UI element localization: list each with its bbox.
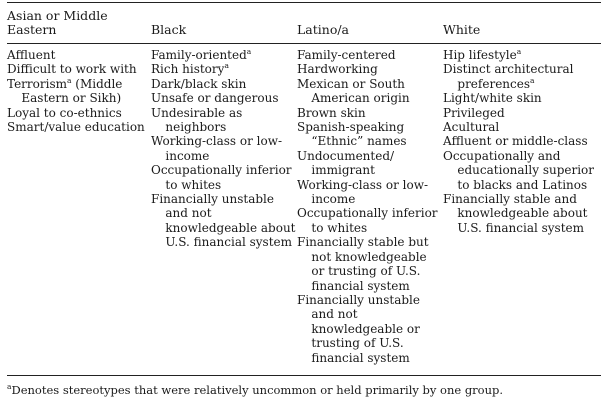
- stereotype-item: [443, 149, 601, 192]
- header-white: White: [443, 22, 481, 37]
- stereotype-text: Occupationally inferior to whites: [297, 206, 438, 235]
- stereotype-text: Occupationally inferior to whites: [151, 163, 292, 192]
- stereotype-item: [443, 106, 601, 120]
- stereotype-text: Acultural: [443, 120, 500, 135]
- stereotype-item: [151, 163, 297, 192]
- stereotype-text: Dark/black skin: [151, 76, 247, 91]
- stereotype-item: [297, 120, 443, 149]
- stereotype-item: [7, 62, 151, 76]
- stereotype-text: Financially unstable and not knowledgeable or trusting of U.S. financial system: [297, 292, 420, 365]
- stereotype-text: Terrorism: [7, 76, 67, 91]
- stereotype-item: [7, 106, 151, 120]
- footnote-marker: a: [516, 47, 522, 56]
- stereotype-item: [151, 77, 297, 91]
- stereotype-item: [297, 106, 443, 120]
- stereotype-table: [7, 0, 601, 397]
- stereotype-text: Light/white skin: [443, 91, 542, 106]
- stereotype-item: [7, 77, 151, 106]
- stereotype-item: [151, 62, 297, 76]
- stereotype-text: Unsafe or dangerous: [151, 91, 279, 106]
- stereotype-item: [443, 192, 601, 235]
- stereotype-item: [443, 91, 601, 105]
- stereotype-item: [297, 77, 443, 106]
- stereotype-text: Financially unstable and not knowledgeable about U.S. financial system: [151, 192, 296, 250]
- stereotype-text: Loyal to co-ethnics: [7, 105, 122, 120]
- stereotype-text: Distinct architectural preferences: [443, 62, 574, 91]
- stereotype-item: [443, 48, 601, 62]
- stereotype-item: [443, 134, 601, 148]
- stereotype-item: [297, 149, 443, 178]
- stereotype-text: Affluent: [7, 48, 56, 62]
- stereotype-text: Working-class or low-income: [151, 134, 283, 163]
- stereotype-item: [297, 62, 443, 76]
- stereotype-text: Undesirable as neighbors: [151, 105, 243, 135]
- footnote-marker: a: [66, 75, 72, 85]
- stereotype-text: Hardworking: [297, 62, 378, 77]
- stereotype-text: Family-centered: [297, 48, 396, 62]
- footnote-text: Denotes stereotypes that were relatively uncommon or held primarily by one group.: [11, 383, 504, 397]
- stereotype-text: Rich history: [151, 62, 225, 77]
- header-asian-middle-eastern: Asian or Middle Eastern: [7, 8, 108, 37]
- stereotype-item: [297, 48, 443, 62]
- stereotype-text: Difficult to work with: [7, 62, 137, 77]
- stereotype-item: [297, 293, 443, 365]
- stereotype-item: [7, 120, 151, 134]
- stereotype-text: Family-oriented: [151, 48, 247, 62]
- footnote-marker: a: [530, 75, 535, 85]
- stereotype-text: Privileged: [443, 105, 505, 120]
- stereotype-text: Affluent or middle-class: [443, 134, 588, 149]
- table-body-row: [7, 44, 601, 375]
- column-white: [443, 48, 601, 375]
- column-black: [151, 48, 297, 375]
- stereotype-item: [297, 178, 443, 207]
- footnote-mark: a: [7, 382, 12, 392]
- stereotype-text: Financially stable and knowledgeable about U.S. financial system: [443, 192, 588, 235]
- stereotype-text: Hip lifestyle: [443, 48, 517, 62]
- stereotype-item: [151, 48, 297, 62]
- stereotype-item: [443, 62, 601, 91]
- stereotype-text: Mexican or South American origin: [297, 76, 410, 106]
- header-black: Black: [151, 22, 187, 37]
- stereotype-item: [151, 192, 297, 250]
- column-latino: [297, 48, 443, 375]
- stereotype-text: Undocumented/ immigrant: [297, 148, 395, 178]
- stereotype-text: Occupationally and educationally superior to blacks and Latinos: [443, 148, 595, 192]
- table-header-row: [7, 3, 601, 43]
- stereotype-text: Brown skin: [297, 105, 366, 120]
- stereotype-item: [443, 120, 601, 134]
- stereotype-text: Working-class or low-income: [297, 177, 429, 207]
- table-footnote: [7, 383, 601, 397]
- footnote-marker: a: [224, 61, 229, 71]
- stereotype-item: [151, 91, 297, 105]
- stereotype-item: [151, 134, 297, 163]
- footnote-marker: a: [246, 47, 252, 56]
- header-latino: Latino/a: [297, 22, 350, 37]
- stereotype-text-continued: (Middle Eastern or Sikh): [21, 76, 123, 106]
- column-asian-middle-eastern: [7, 48, 151, 375]
- stereotype-item: [297, 206, 443, 235]
- stereotype-item: [151, 106, 297, 135]
- stereotype-item: [7, 48, 151, 62]
- stereotype-item: [297, 235, 443, 293]
- table-bottom-rule: [7, 375, 601, 376]
- stereotype-text: Financially stable but not knowledgeable or trusting of U.S. financial system: [297, 235, 429, 293]
- stereotype-text: Spanish-speaking “Ethnic” names: [297, 120, 407, 149]
- stereotype-text: Smart/value education: [7, 120, 145, 135]
